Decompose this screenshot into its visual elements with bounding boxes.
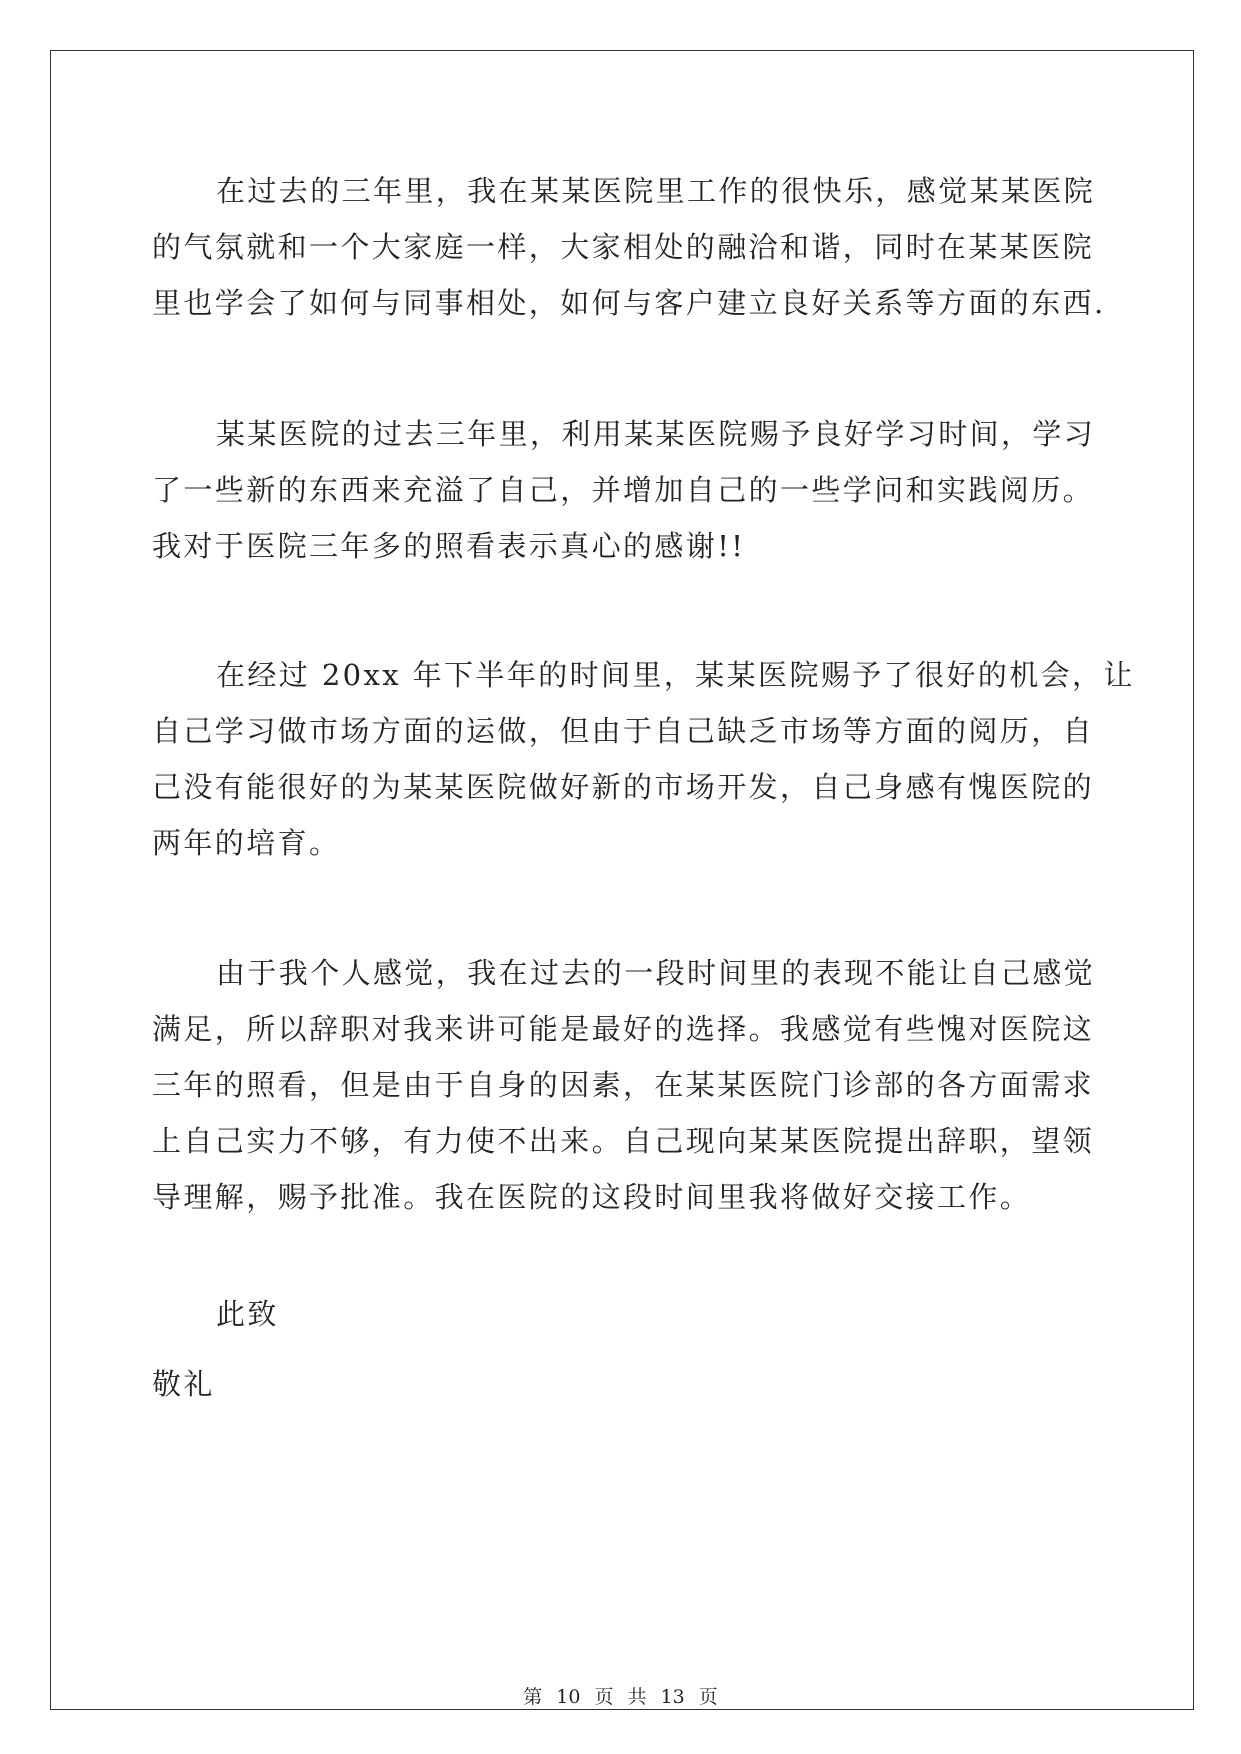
paragraph-3-line-2: 自己学习做市场方面的运做，但由于自己缺乏市场等方面的阅历，自 <box>152 714 1095 748</box>
paragraph-4-line-2: 满足，所以辞职对我来讲可能是最好的选择。我感觉有些愧对医院这 <box>152 1012 1095 1046</box>
page-number-footer: 第 10 页 共 13 页 <box>523 1686 718 1708</box>
paragraph-1-line-3: 里也学会了如何与同事相处，如何与客户建立良好关系等方面的东西. <box>152 286 1106 320</box>
paragraph-1-line-1: 在过去的三年里，我在某某医院里工作的很快乐，感觉某某医院 <box>216 174 1096 208</box>
paragraph-2-line-3: 我对于医院三年多的照看表示真心的感谢!! <box>152 529 746 563</box>
paragraph-1-line-2: 的气氛就和一个大家庭一样，大家相处的融洽和谐，同时在某某医院 <box>152 230 1095 264</box>
paragraph-4-line-5: 导理解，赐予批准。我在医院的这段时间里我将做好交接工作。 <box>152 1180 1032 1214</box>
paragraph-4-line-1: 由于我个人感觉，我在过去的一段时间里的表现不能让自己感觉 <box>216 956 1096 990</box>
closing-regards: 敬礼 <box>152 1367 215 1401</box>
paragraph-3-line-3: 己没有能很好的为某某医院做好新的市场开发，自己身感有愧医院的 <box>152 770 1095 804</box>
paragraph-2-line-2: 了一些新的东西来充溢了自己，并增加自己的一些学问和实践阅历。 <box>152 473 1095 507</box>
paragraph-3-line-1: 在经过 20xx 年下半年的时间里，某某医院赐予了很好的机会，让 <box>216 658 1135 692</box>
paragraph-2-line-1: 某某医院的过去三年里，利用某某医院赐予良好学习时间，学习 <box>216 417 1096 451</box>
closing-salutation: 此致 <box>216 1297 279 1331</box>
paragraph-4-line-3: 三年的照看，但是由于自身的因素，在某某医院门诊部的各方面需求 <box>152 1068 1095 1102</box>
paragraph-3-line-4: 两年的培育。 <box>152 826 341 860</box>
paragraph-4-line-4: 上自己实力不够，有力使不出来。自己现向某某医院提出辞职，望领 <box>152 1124 1095 1158</box>
